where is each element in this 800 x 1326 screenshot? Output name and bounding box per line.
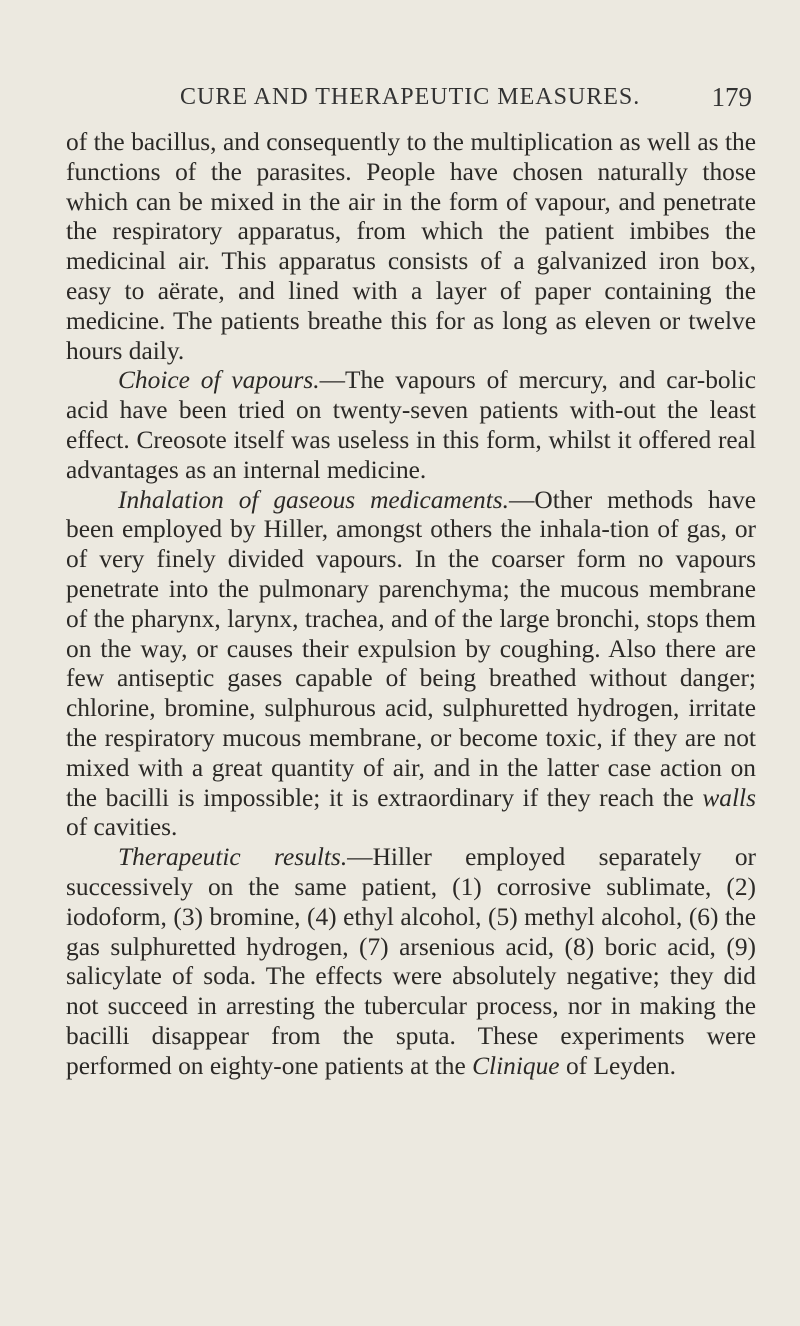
paragraph-text: of the bacillus, and consequently to the multiplication as well as the functions of the parasites. People have chosen naturally those which can be mixed in the air in the form of vapour, and penetrate the respiratory apparatus, from which the patient imbibes the medicinal air. This apparatus consists of a galvanized iron box, easy to aërate, and lined with a layer of paper containing the medicine. The patients breathe this for as long as eleven or twelve hours daily. (66, 128, 756, 365)
body-text (66, 128, 756, 1082)
paragraph-text: —Hiller employed separately or successively on the same patient, (1) corrosive sublimate, (2) iodoform, (3) bromine, (4) ethyl alcohol, (5) methyl alcohol, (6) the gas sulphuretted hydrogen, (7) arsenious acid, (8) boric acid, (9) salicylate of soda. The effects were absolutely negative; they did not succeed in arresting the tubercular process, nor in making the bacilli disappear from the sputa. These experiments were performed on eighty-one patients at the (66, 843, 756, 1080)
section-heading: Therapeutic results. (118, 843, 348, 872)
paragraph-continuation (66, 128, 756, 366)
section-heading: Choice of vapours. (118, 366, 320, 395)
paragraph-text-end: of cavities. (66, 813, 178, 842)
paragraph-text-end: of Leyden. (559, 1051, 676, 1080)
paragraph-choice-of-vapours (66, 366, 756, 485)
section-heading: Inhalation of gaseous medicaments. (118, 485, 509, 514)
emphasis-text: walls (702, 783, 756, 812)
paragraph-therapeutic-results (66, 843, 756, 1081)
page-number: 179 (711, 82, 752, 112)
running-head: CURE AND THERAPEUTIC MEASURES. (180, 84, 641, 110)
paragraph-text: —Other methods have been employed by Hiller, amongst others the inhala-tion of gas, or of very finely divided vapours. In the coarser form no vapours penetrate into the pulmonary parenchyma; the mucous membrane of the pharynx, larynx, trachea, and of the large bronchi, stops them on the way, or causes their expulsion by coughing. Also there are few antiseptic gases capable of being breathed without danger; chlorine, bromine, sulphurous acid, sulphuretted hydrogen, irritate the respiratory mucous membrane, or become toxic, if they are not mixed with a great quantity of air, and in the latter case action on the bacilli is impossible; it is extraordinary if they reach the (66, 485, 756, 812)
emphasis-text: Clinique (472, 1051, 560, 1080)
paragraph-text: —The vapours of mercury, and car-bolic acid have been tried on twenty-seven patients with-out the least effect. Creosote itself was useless in this form, whilst it offered real advantages as an internal medicine. (66, 366, 756, 484)
paragraph-inhalation (66, 486, 756, 844)
